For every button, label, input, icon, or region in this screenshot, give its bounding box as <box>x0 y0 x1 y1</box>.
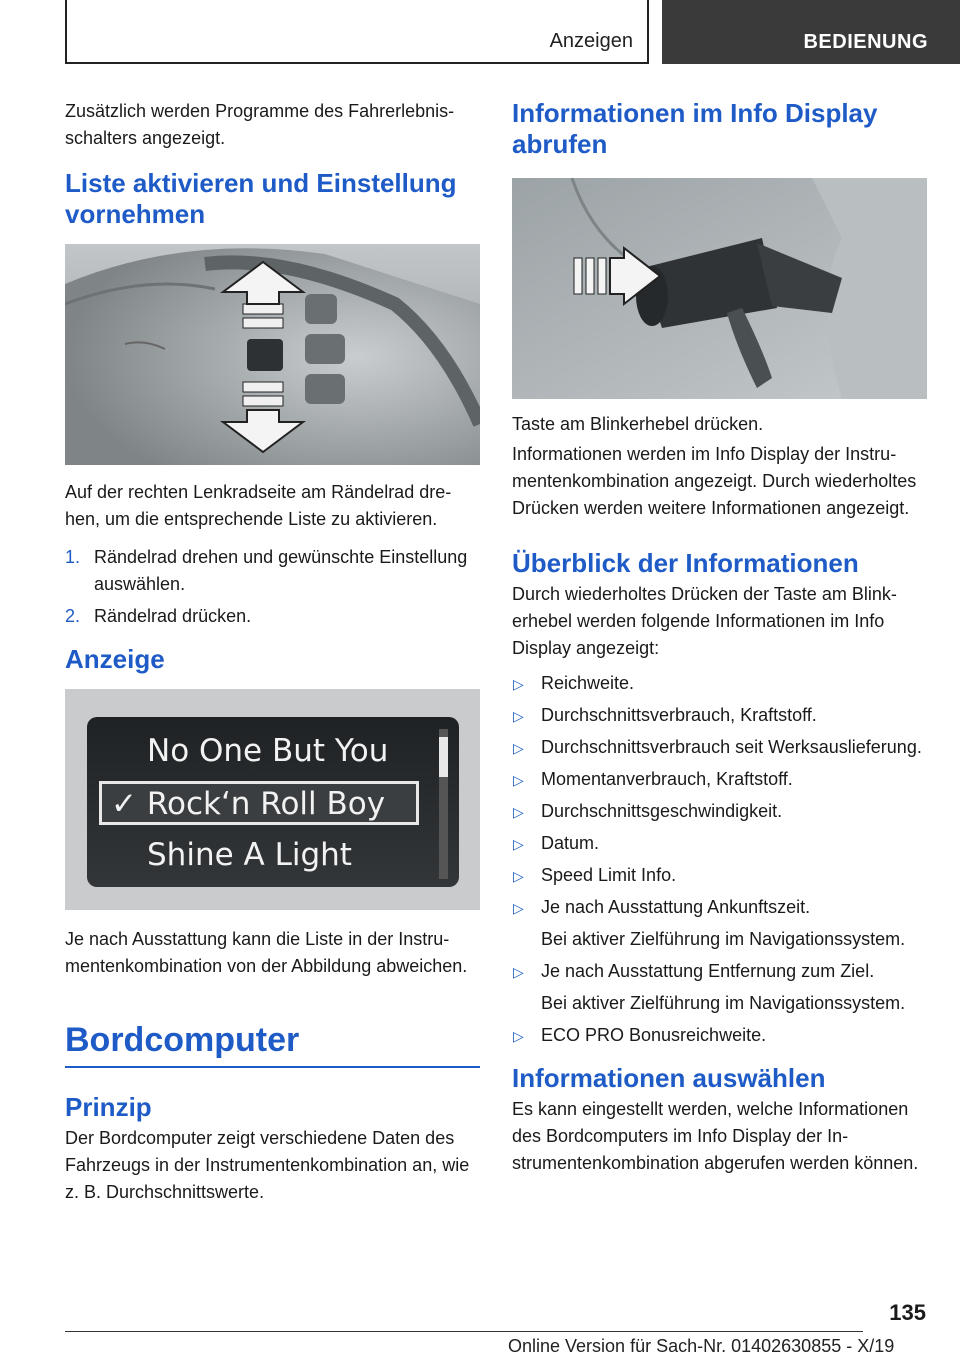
list-item <box>512 1022 927 1049</box>
display-figure <box>65 689 480 910</box>
intro-text: Zusätzlich werden Programme des Fahrerlebnisschalters angezeigt. <box>65 101 455 148</box>
triangle-right-icon: ▷ <box>513 900 524 916</box>
list-item <box>65 603 480 630</box>
triangle-right-icon: ▷ <box>513 772 524 788</box>
info-bullet-list <box>512 670 927 1049</box>
bullet-text: Durchschnittsverbrauch seit Werksauslieferung. <box>541 737 922 757</box>
bullet-text: Momentanverbrauch, Kraftstoff. <box>541 769 793 789</box>
display-item: Shine A Light <box>147 837 352 873</box>
list-item <box>512 894 927 953</box>
list-item <box>512 670 927 697</box>
header-chapter-box <box>662 0 960 64</box>
step-number: 1. <box>65 547 81 567</box>
caption-lever: Taste am Blinkerhebel drücken. <box>512 414 764 434</box>
bullet-text: Reichweite. <box>541 673 635 693</box>
triangle-right-icon: ▷ <box>513 868 524 884</box>
triangle-right-icon: ▷ <box>513 708 524 724</box>
list-item <box>512 734 927 761</box>
chapter-title: BEDIENUNG <box>803 31 928 53</box>
heading-liste: Liste aktivieren und Einstellung vornehmen <box>65 168 457 229</box>
display-item: No One But You <box>147 733 389 769</box>
info-text: Informationen werden im Info Display der Instrumentenkombination angezeigt. Durch wiederholtes Drücken werden weitere Informationen angezeigt. <box>512 444 917 518</box>
list-item <box>512 798 927 825</box>
heading-info-abrufen: Informationen im Info Display abrufen <box>512 98 878 159</box>
display-screen <box>87 717 459 887</box>
footer-online-version: Online Version für Sach-Nr. 01402630855 - X/19 <box>508 1336 895 1356</box>
triangle-right-icon: ▷ <box>513 804 524 820</box>
step-text: Rändelrad drehen und gewünschte Einstellung auswählen. <box>94 547 468 594</box>
caption-wheel: Auf der rechten Lenkradseite am Rändelrad drehen, um die entsprechende Liste zu aktivieren. <box>65 482 452 529</box>
lever-figure <box>512 178 927 399</box>
list-item <box>512 766 927 793</box>
step-number: 2. <box>65 606 81 626</box>
right-column <box>512 98 927 1187</box>
caption-display: Je nach Ausstattung kann die Liste in der Instrumentenkombination von der Abbildung abweichen. <box>65 929 468 976</box>
triangle-right-icon: ▷ <box>513 1028 524 1044</box>
heading-prinzip: Prinzip <box>65 1092 152 1122</box>
triangle-right-icon: ▷ <box>513 836 524 852</box>
triangle-right-icon: ▷ <box>513 964 524 980</box>
bullet-text: Durchschnittsverbrauch, Kraftstoff. <box>541 705 817 725</box>
ueberblick-text: Durch wiederholtes Drücken der Taste am Blinkerhebel werden folgende Informationen im Info Display angezeigt: <box>512 584 897 658</box>
heading-anzeige: Anzeige <box>65 644 165 674</box>
scrollbar-thumb <box>439 737 448 777</box>
list-item <box>512 830 927 857</box>
bullet-text: Durchschnittsgeschwindigkeit. <box>541 801 783 821</box>
heading-ueberblick: Überblick der Informationen <box>512 548 859 578</box>
left-column <box>65 98 480 1216</box>
section-title: Anzeigen <box>549 30 633 52</box>
bullet-text: Speed Limit Info. <box>541 865 677 885</box>
triangle-right-icon: ▷ <box>513 740 524 756</box>
list-item <box>65 544 480 598</box>
bullet-text: Je nach Ausstattung Ankunftszeit. <box>541 897 811 917</box>
bullet-subtext: Bei aktiver Zielführung im Navigationssystem. <box>541 929 906 949</box>
bullet-text: ECO PRO Bonusreichweite. <box>541 1025 767 1045</box>
list-item <box>512 862 927 889</box>
heading-rule <box>65 1066 480 1068</box>
steering-wheel-illustration <box>65 244 480 465</box>
list-item <box>512 958 927 1017</box>
lever-illustration <box>512 178 927 399</box>
steering-wheel-figure <box>65 244 480 465</box>
prinzip-text: Der Bordcomputer zeigt verschiedene Daten des Fahrzeugs in der Instrumentenkombination an, wie z. B. Durchschnittswerte. <box>65 1128 470 1202</box>
heading-bordcomputer: Bordcomputer <box>65 1021 300 1059</box>
heading-auswaehlen: Informationen auswählen <box>512 1063 826 1093</box>
bullet-text: Datum. <box>541 833 600 853</box>
list-item <box>512 702 927 729</box>
bullet-text: Je nach Ausstattung Entfernung zum Ziel. <box>541 961 875 981</box>
display-item: ✓ Rock‘n Roll Boy <box>111 786 386 822</box>
auswaehlen-text: Es kann eingestellt werden, welche Informationen des Bordcomputers im Info Display der Instrumentenkombination abgerufen werden können. <box>512 1099 919 1173</box>
steps-list <box>65 544 480 630</box>
header-section-box <box>65 0 649 64</box>
page-number: 135 <box>889 1300 926 1325</box>
step-text: Rändelrad drücken. <box>94 606 252 626</box>
footer-rule <box>65 1331 863 1332</box>
triangle-right-icon: ▷ <box>513 676 524 692</box>
bullet-subtext: Bei aktiver Zielführung im Navigationssystem. <box>541 993 906 1013</box>
